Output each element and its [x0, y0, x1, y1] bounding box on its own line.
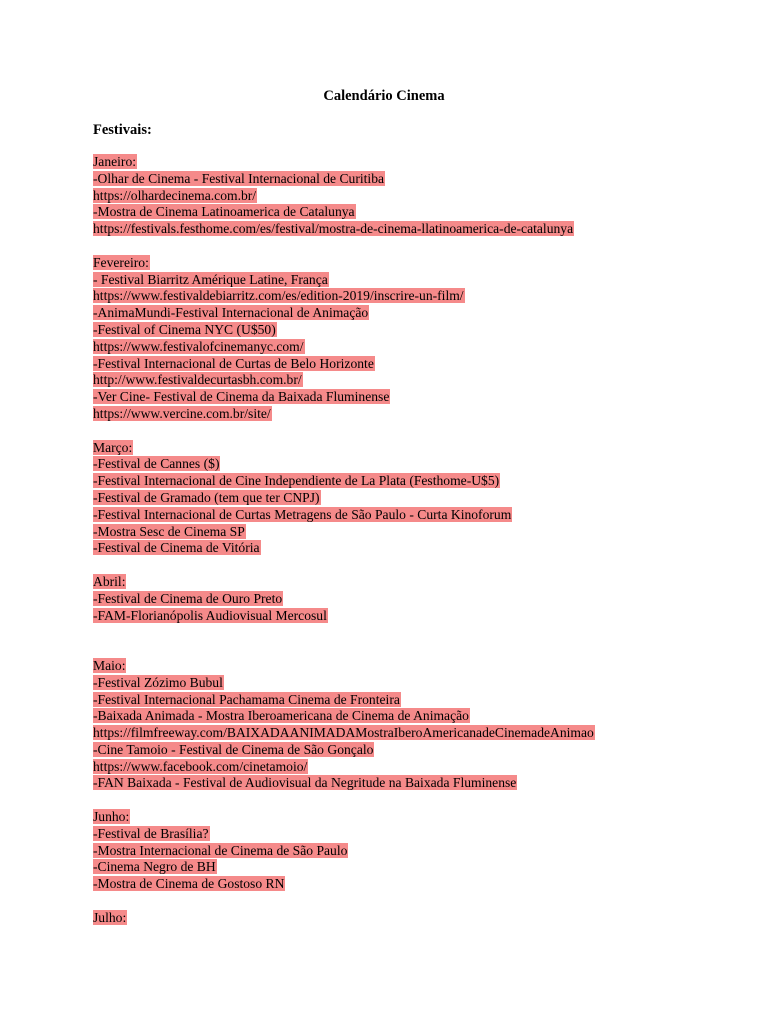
- list-item: -AnimaMundi-Festival Internacional de Animação: [93, 305, 369, 321]
- list-item: -Festival of Cinema NYC (U$50): [93, 321, 276, 337]
- list-item: -Mostra de Cinema Latinoamerica de Catalunya: [93, 204, 355, 220]
- list-item: -FAM-Florianópolis Audiovisual Mercosul: [93, 607, 327, 623]
- month-section-junho: [93, 809, 753, 893]
- festival-list: [93, 154, 753, 927]
- list-item: -Festival Zózimo Bubul: [93, 674, 223, 690]
- list-item: -Festival Internacional de Cine Independiente de La Plata (Festhome-U$5): [93, 473, 500, 489]
- list-item: -Baixada Animada - Mostra Iberoamericana de Cinema de Animação: [93, 708, 469, 724]
- list-item: - Festival Biarritz Amérique Latine, França: [93, 271, 328, 287]
- list-item: -Ver Cine- Festival de Cinema da Baixada Fluminense: [93, 389, 390, 405]
- month-section-marco: [93, 440, 753, 558]
- link-text: https://www.festivalofcinemanyc.com/: [93, 338, 304, 354]
- month-section-julho: [93, 910, 753, 927]
- month-heading: Maio:: [93, 657, 126, 673]
- month-heading: Julho:: [93, 909, 127, 925]
- month-heading: Fevereiro:: [93, 254, 149, 270]
- link-text: https://www.vercine.com.br/site/: [93, 405, 271, 421]
- link-text: https://filmfreeway.com/BAIXADAANIMADAMostraIberoAmericanadeCinemadeAnimao: [93, 725, 594, 741]
- list-item: -Cinema Negro de BH: [93, 859, 216, 875]
- link-text: http://www.festivaldecurtasbh.com.br/: [93, 372, 302, 388]
- document-title: Calendário Cinema: [323, 88, 445, 104]
- list-item: -Festival de Brasília?: [93, 825, 209, 841]
- month-heading: Janeiro:: [93, 154, 137, 169]
- section-label: Festivais:: [93, 122, 152, 138]
- list-item: -Festival Internacional de Curtas de Belo Horizonte: [93, 355, 374, 371]
- list-item: -Festival de Cannes ($): [93, 456, 220, 472]
- month-section-abril: [93, 574, 753, 624]
- link-text: https://olhardecinema.com.br/: [93, 187, 257, 203]
- list-item: -FAN Baixada - Festival de Audiovisual da Negritude na Baixada Fluminense: [93, 775, 517, 791]
- list-item: -Festival de Cinema de Vitória: [93, 540, 260, 556]
- list-item: -Festival de Cinema de Ouro Preto: [93, 590, 283, 606]
- list-item: -Cine Tamoio - Festival de Cinema de São Gonçalo: [93, 741, 374, 757]
- month-section-fevereiro: [93, 255, 753, 423]
- list-item: -Mostra Sesc de Cinema SP: [93, 523, 245, 539]
- link-text: https://www.facebook.com/cinetamoio/: [93, 758, 308, 774]
- list-item: -Festival de Gramado (tem que ter CNPJ): [93, 489, 320, 505]
- list-item: -Mostra Internacional de Cinema de São Paulo: [93, 842, 348, 858]
- month-heading: Junho:: [93, 809, 130, 825]
- link-text: https://festivals.festhome.com/es/festival/mostra-de-cinema-llatinoamerica-de-catalunya: [93, 221, 574, 237]
- month-section-maio: [93, 658, 753, 792]
- list-item: -Festival Internacional de Curtas Metragens de São Paulo - Curta Kinoforum: [93, 506, 512, 522]
- month-heading: Abril:: [93, 573, 126, 589]
- month-heading: Março:: [93, 439, 133, 455]
- link-text: https://www.festivaldebiarritz.com/es/edition-2019/inscrire-un-film/: [93, 288, 464, 304]
- list-item: -Olhar de Cinema - Festival Internacional de Curitiba: [93, 170, 385, 186]
- month-section-janeiro: [93, 154, 753, 238]
- list-item: -Festival Internacional Pachamama Cinema de Fronteira: [93, 691, 400, 707]
- list-item: -Mostra de Cinema de Gostoso RN: [93, 876, 285, 892]
